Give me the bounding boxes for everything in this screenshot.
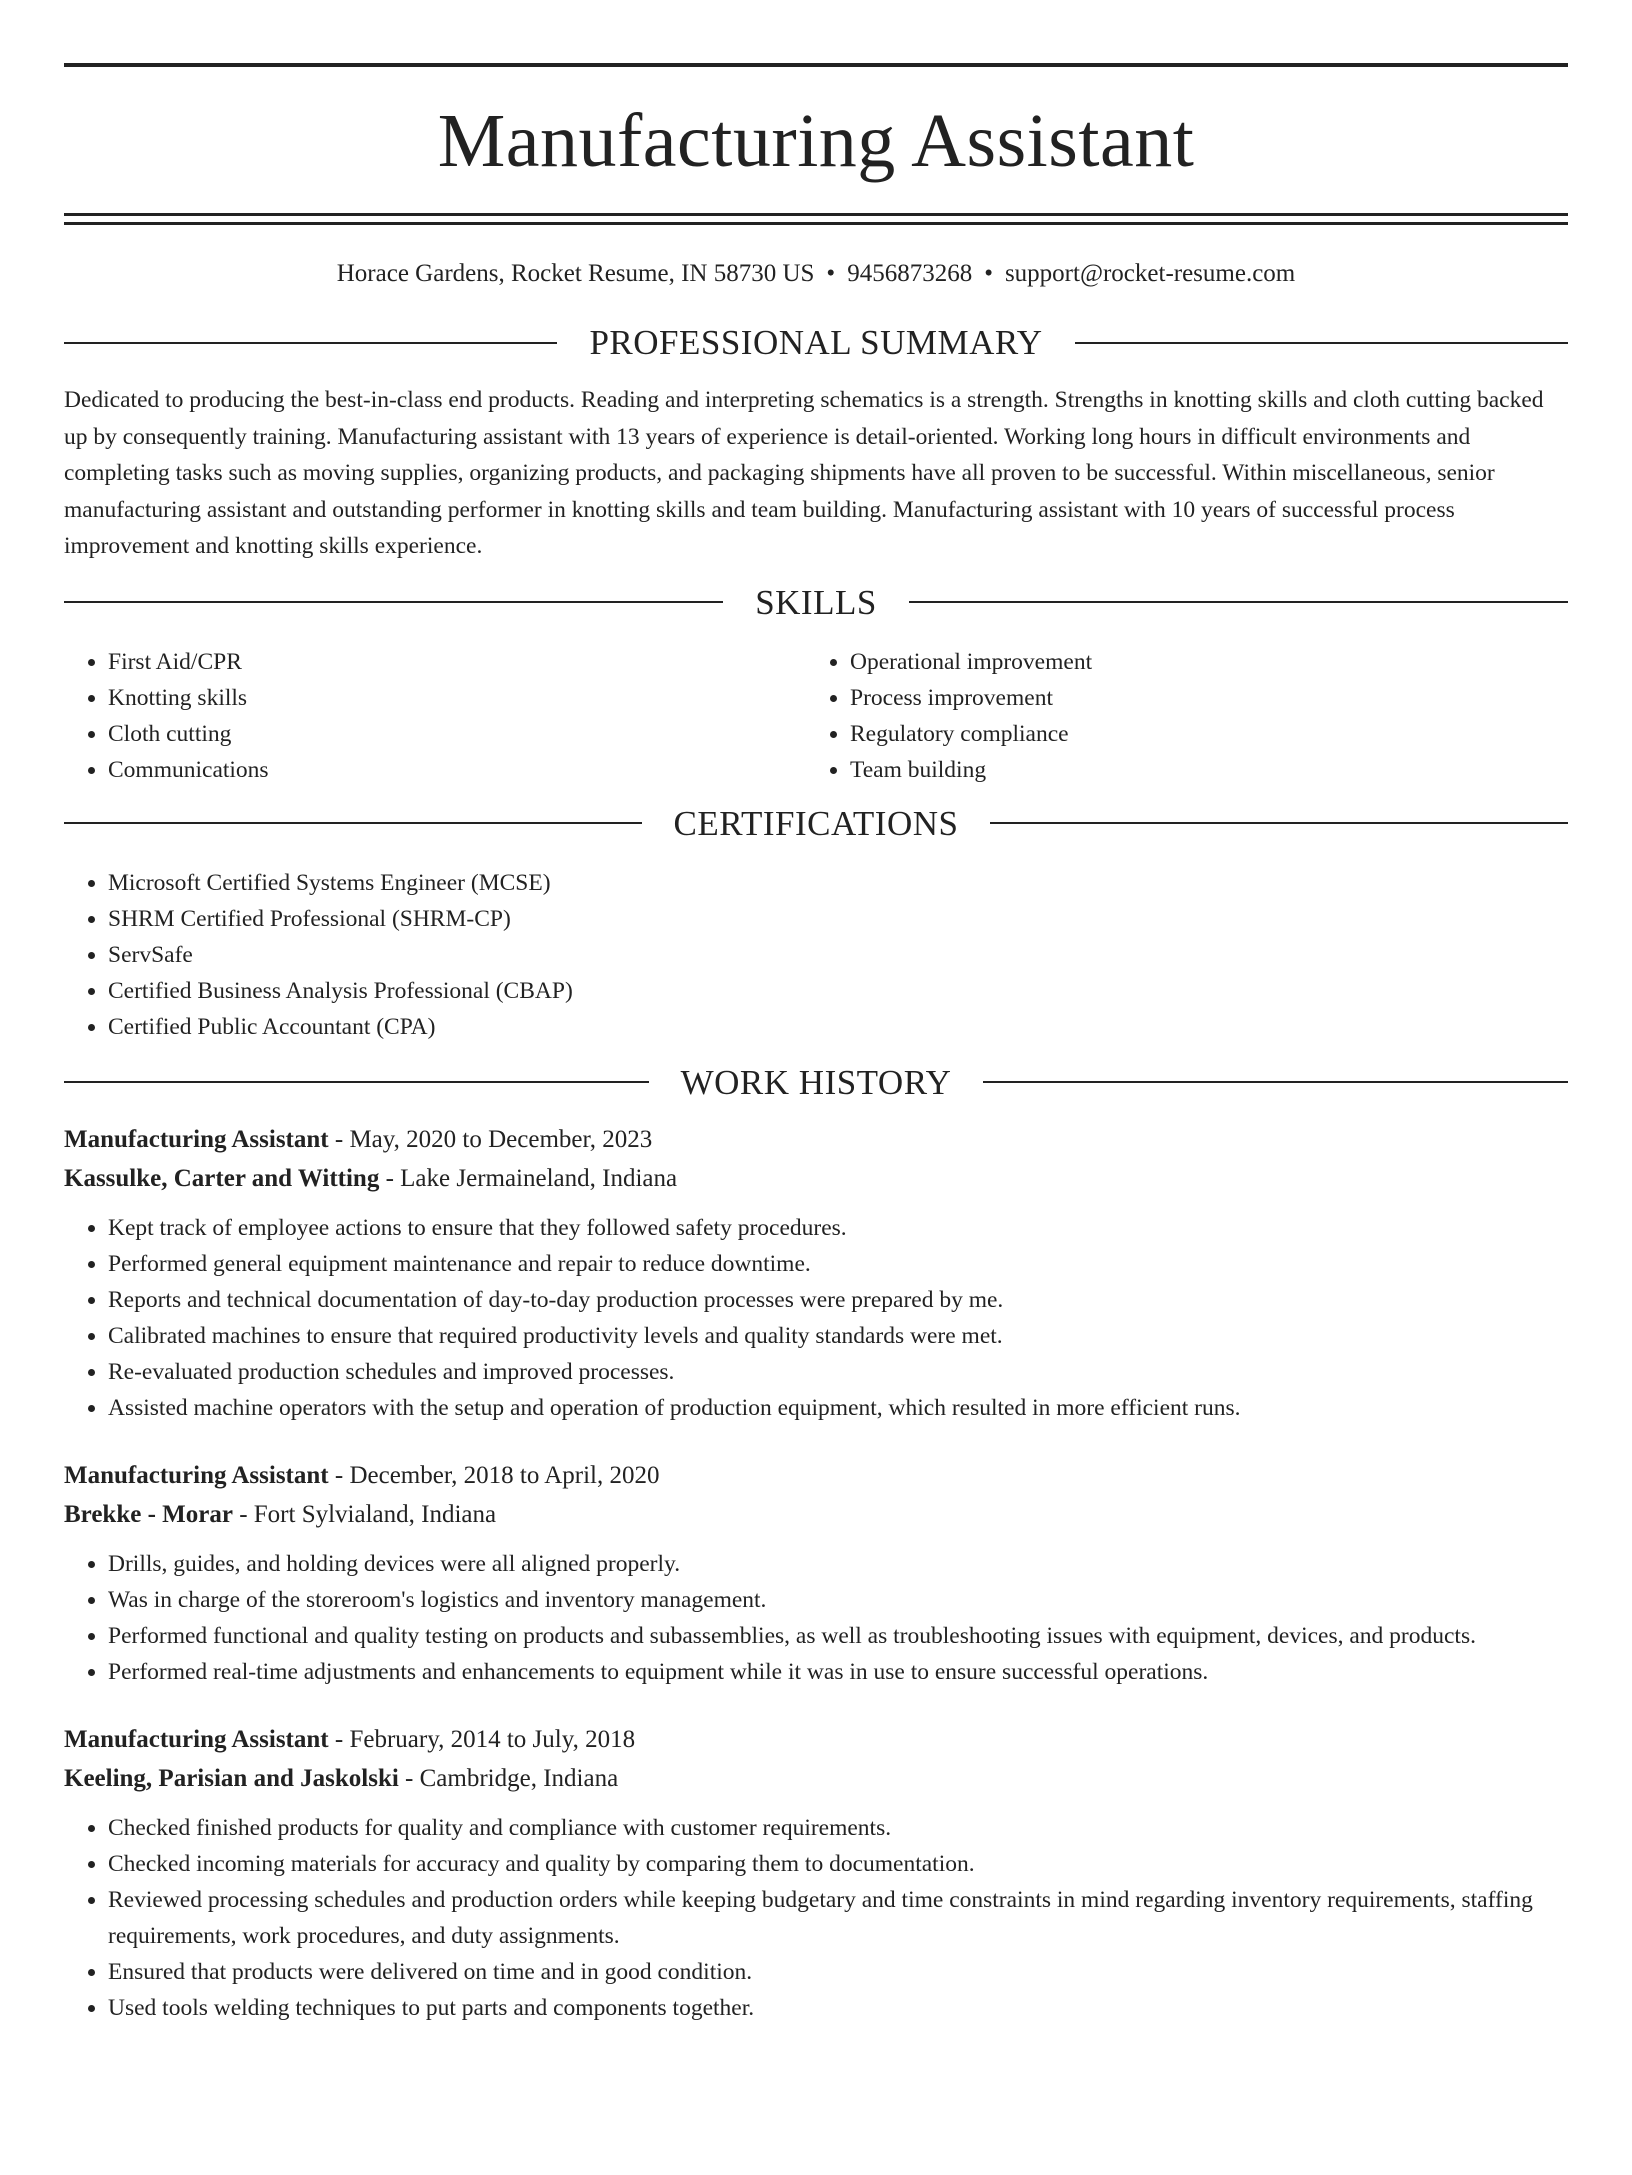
job-bullet: • Checked incoming materials for accuracy and quality by comparing them to documentation.: [108, 1846, 1568, 1882]
job-bullet: • Calibrated machines to ensure that required productivity levels and quality standards were met.: [108, 1318, 1568, 1354]
job-company-line: [64, 1495, 1568, 1534]
contact-phone: 9456873268: [847, 260, 973, 287]
job-bullets: [64, 1810, 1568, 2026]
job-bullet: • Drills, guides, and holding devices were all aligned properly.: [108, 1546, 1568, 1582]
job-entry: [64, 1456, 1568, 1690]
summary-section-heading: [64, 325, 1568, 360]
job-title-line: [64, 1720, 1568, 1759]
job-title: Manufacturing Assistant: [64, 1461, 329, 1489]
skill-item: • Cloth cutting: [108, 716, 806, 752]
skills-grid: [64, 644, 1568, 788]
job-bullet: • Performed real-time adjustments and enhancements to equipment while it was in use to ensure successful operations.: [108, 1654, 1568, 1690]
job-title-line: [64, 1120, 1568, 1159]
contact-email: support@rocket-resume.com: [1004, 260, 1296, 287]
top-rule: [64, 63, 1568, 67]
skill-item: • Regulatory compliance: [850, 716, 1568, 752]
job-company: Kassulke, Carter and Witting: [64, 1164, 380, 1192]
heading-rule-right: [990, 822, 1568, 824]
certification-item: • ServSafe: [108, 937, 1568, 973]
skill-item: • Operational improvement: [850, 644, 1568, 680]
job-location: - Cambridge, Indiana: [398, 1764, 619, 1792]
job-company: Keeling, Parisian and Jaskolski: [64, 1764, 399, 1792]
skills-section-heading: [64, 582, 1568, 622]
contact-address: Horace Gardens, Rocket Resume, IN 58730 US: [336, 260, 815, 287]
heading-rule-right: [909, 601, 1568, 603]
skill-item: • Process improvement: [850, 680, 1568, 716]
heading-rule-left: [64, 601, 723, 603]
job-bullets: [64, 1210, 1568, 1426]
job-bullets: [64, 1546, 1568, 1690]
heading-rule-right: [983, 1081, 1568, 1083]
job-bullet: • Assisted machine operators with the setup and operation of production equipment, which resulted in more efficient runs.: [108, 1390, 1568, 1426]
job-bullet: • Kept track of employee actions to ensure that they followed safety procedures.: [108, 1210, 1568, 1246]
heading-rule-left: [64, 1081, 649, 1083]
job-company-line: [64, 1759, 1568, 1798]
contact-separator: •: [984, 260, 993, 287]
work-history-heading: WORK HISTORY: [680, 1062, 952, 1102]
job-company-line: [64, 1159, 1568, 1198]
resume-name: Manufacturing Assistant: [437, 99, 1195, 183]
job-bullet: • Ensured that products were delivered on time and in good condition.: [108, 1954, 1568, 1990]
certification-item: • Certified Business Analysis Professional (CBAP): [108, 973, 1568, 1009]
skills-heading: SKILLS: [755, 582, 877, 622]
certifications-heading: CERTIFICATIONS: [673, 803, 959, 843]
certification-item: • Microsoft Certified Systems Engineer (MCSE): [108, 865, 1568, 901]
job-title: Manufacturing Assistant: [64, 1125, 329, 1153]
job-location: - Fort Sylvialand, Indiana: [232, 1500, 497, 1528]
contact-line: [64, 259, 1568, 289]
job-dates: - May, 2020 to December, 2023: [328, 1125, 653, 1153]
certifications-list: [64, 865, 1568, 1045]
job-entry: [64, 1120, 1568, 1426]
skills-list-right: [806, 644, 1568, 788]
certification-item: • Certified Public Accountant (CPA): [108, 1009, 1568, 1045]
job-bullet: • Performed functional and quality testing on products and subassemblies, as well as troubleshooting issues with equipment, devices, and products.: [108, 1618, 1568, 1654]
summary-text: Dedicated to producing the best-in-class end products. Reading and interpreting schematics is a strength. Strengths in knotting skills and cloth cutting backed up by consequently training. Manufacturing assistant with 13 years of experience is detail-oriented. Working long hours in difficult environments and completing tasks such as moving supplies, organizing products, and packaging shipments have all proven to be successful. Within miscellaneous, senior manufacturing assistant and outstanding performer in knotting skills and team building. Manufacturing assistant with 10 years of successful process improvement and knotting skills experience.: [64, 387, 1544, 559]
job-bullet: • Re-evaluated production schedules and improved processes.: [108, 1354, 1568, 1390]
header-double-rule: [64, 213, 1568, 225]
job-bullet: • Was in charge of the storeroom's logistics and inventory management.: [108, 1582, 1568, 1618]
job-bullet: • Reports and technical documentation of day-to-day production processes were prepared by me.: [108, 1282, 1568, 1318]
heading-rule-right: [1075, 342, 1568, 344]
certification-item: • SHRM Certified Professional (SHRM-CP): [108, 901, 1568, 937]
contact-separator: •: [826, 260, 836, 287]
job-entry: [64, 1720, 1568, 2026]
heading-rule-left: [64, 822, 642, 824]
skill-item: • Knotting skills: [108, 680, 806, 716]
skill-item: • First Aid/CPR: [108, 644, 806, 680]
job-title-line: [64, 1456, 1568, 1495]
skills-list-left: [64, 644, 806, 788]
skill-item: • Communications: [108, 752, 806, 788]
skill-item: • Team building: [850, 752, 1568, 788]
job-bullet: • Checked finished products for quality and compliance with customer requirements.: [108, 1810, 1568, 1846]
job-bullet: • Used tools welding techniques to put parts and components together.: [108, 1990, 1568, 2026]
job-bullet: • Performed general equipment maintenance and repair to reduce downtime.: [108, 1246, 1568, 1282]
job-bullet: • Reviewed processing schedules and production orders while keeping budgetary and time constraints in mind regarding inventory requirements, staffing requirements, work procedures, and duty assignments.: [108, 1882, 1568, 1954]
summary-heading: PROFESSIONAL SUMMARY: [589, 323, 1043, 362]
heading-rule-left: [64, 342, 557, 344]
job-title: Manufacturing Assistant: [64, 1725, 329, 1753]
resume-page: [0, 63, 1632, 2175]
job-location: - Lake Jermaineland, Indiana: [379, 1164, 678, 1192]
job-dates: - February, 2014 to July, 2018: [328, 1725, 636, 1753]
job-dates: - December, 2018 to April, 2020: [328, 1461, 660, 1489]
certifications-section-heading: [64, 803, 1568, 843]
job-company: Brekke - Morar: [64, 1500, 233, 1528]
work-history-section-heading: [64, 1062, 1568, 1102]
